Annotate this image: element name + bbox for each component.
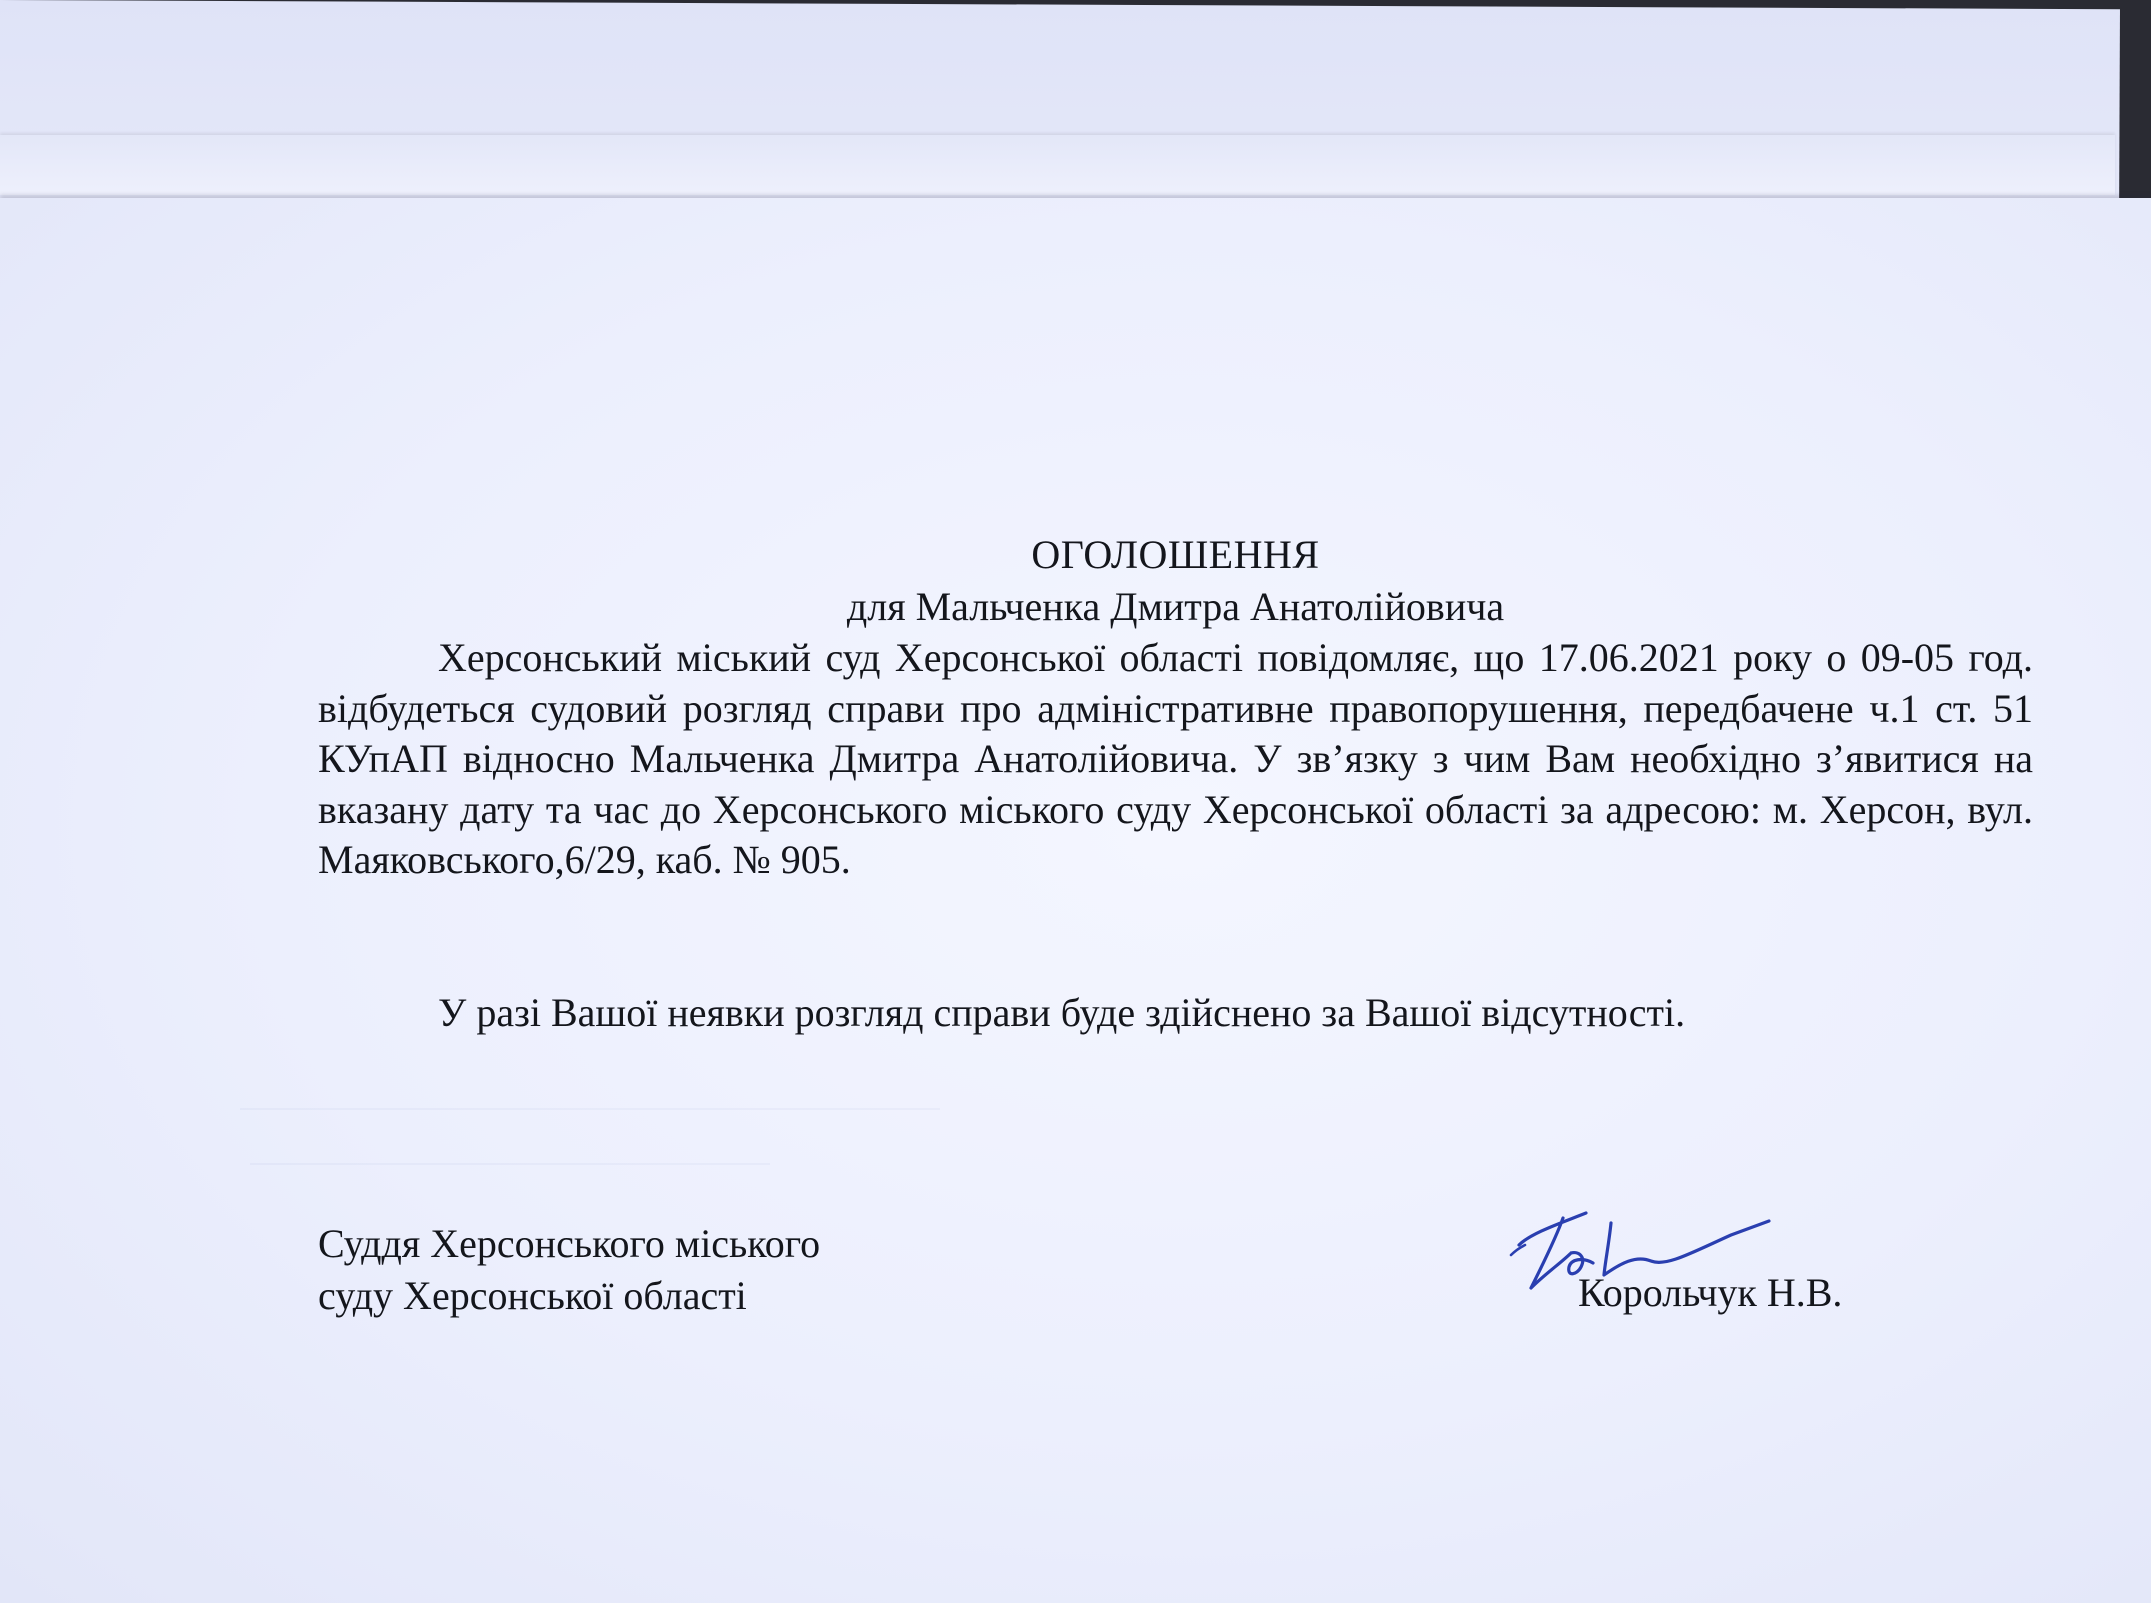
signer-position-line: Суддя Херсонського міського: [318, 1221, 821, 1266]
signer-position: [318, 1218, 1018, 1322]
bleed-through-mark: [240, 1108, 940, 1110]
notice-addressee: для Мальченка Дмитра Анатолійовича: [846, 584, 1505, 629]
notice-document-page: [0, 198, 2151, 1603]
notice-title: ОГОЛОШЕННЯ: [1031, 532, 1320, 577]
signer-position-line: суду Херсонської області: [318, 1273, 747, 1318]
notice-absence-paragraph: У разі Вашої неявки розгляд справи буде здійснено за Вашої відсутності.: [438, 990, 1686, 1035]
bleed-through-mark: [250, 1163, 770, 1165]
signer-name: Корольчук Н.В.: [1578, 1270, 1843, 1315]
background-paper-edge: [0, 135, 2115, 195]
notice-body-paragraph: Херсонський міський суд Херсонської області повідомляє, що 17.06.2021 року о 09-05 год. відбудеться судовий розгляд справи про адміністративне правопорушення, передбачене ч.1 ст. 51 КУпАП відносно Мальченка Дмитра Анатолійовича. У зв’язку з чим Вам необхідно з’явитися на вказану дату та час до Херсонського міського суду Херсонської області за адресою: м. Херсон, вул. Маяковського,6/29, каб. № 905.: [318, 635, 2033, 882]
